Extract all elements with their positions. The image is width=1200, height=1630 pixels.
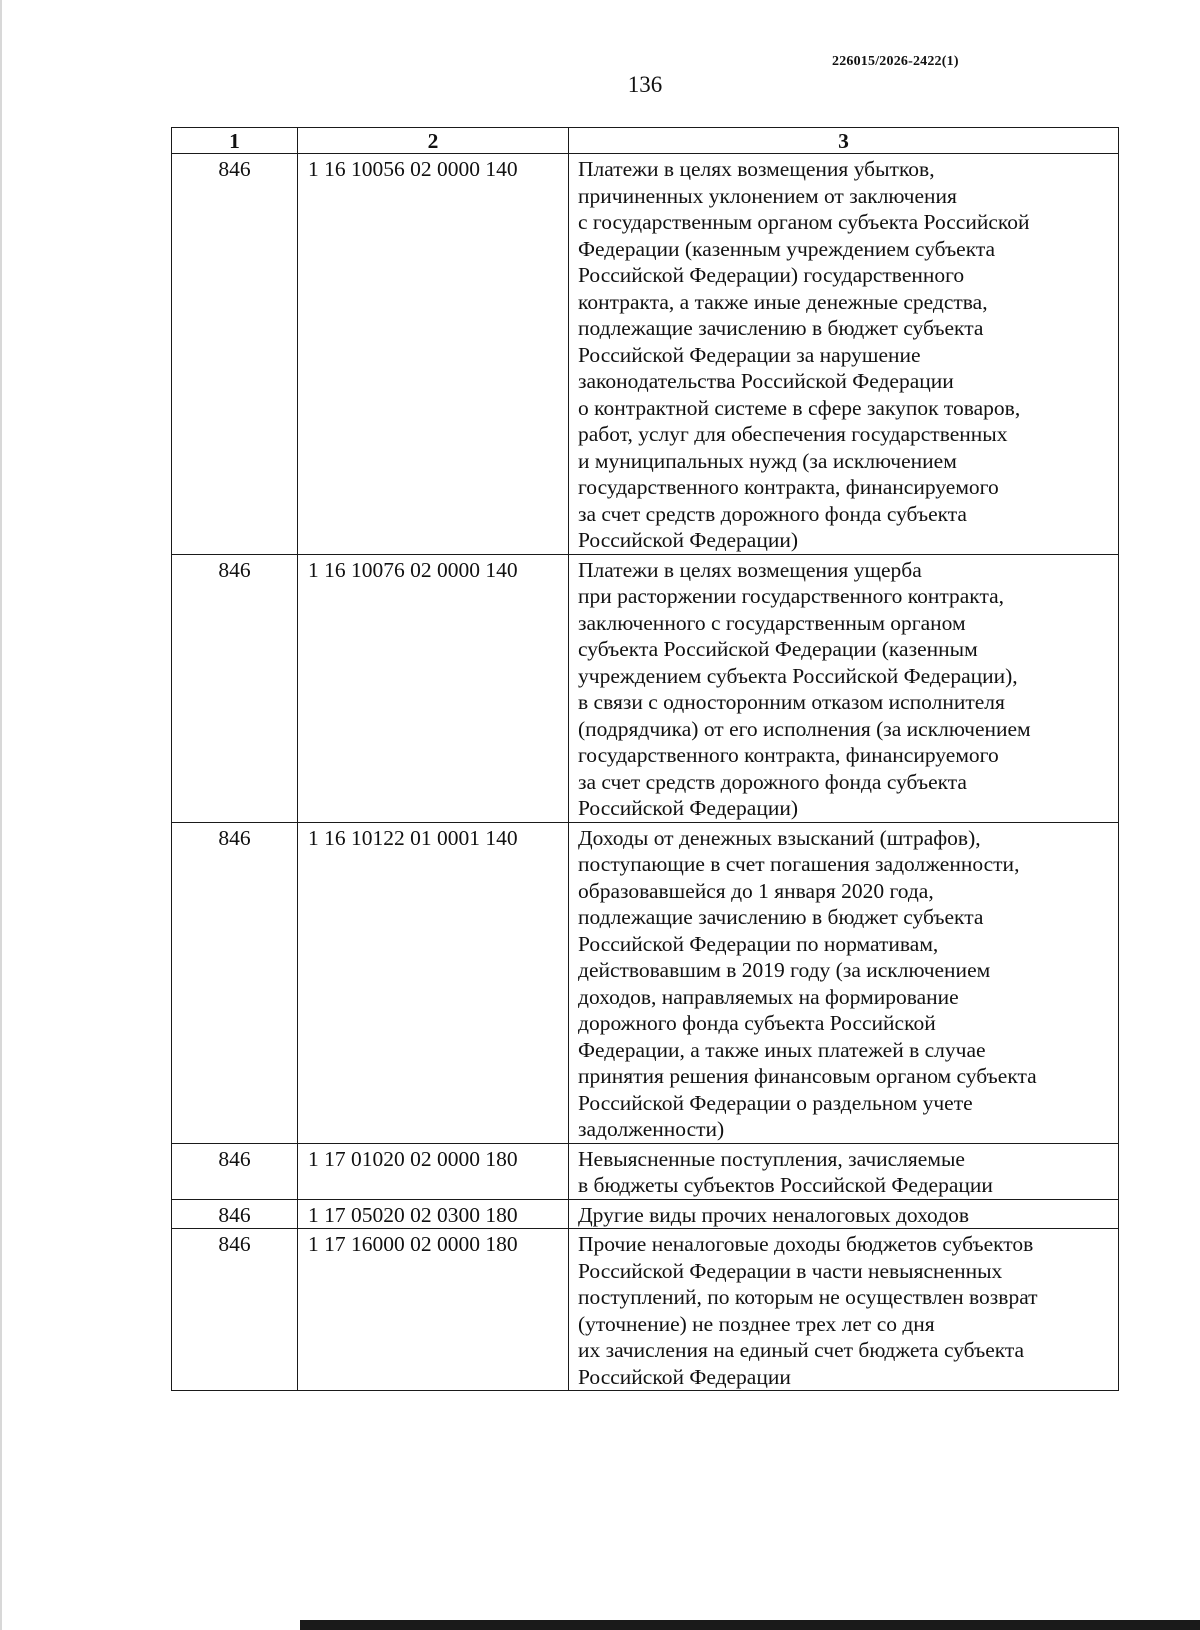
income-name-line: образовавшейся до 1 января 2020 года, bbox=[578, 878, 934, 903]
income-name-line: действовавшим в 2019 году (за исключением bbox=[578, 958, 991, 982]
income-name-line: поступлений, по которым не осуществлен возврат bbox=[578, 1285, 1038, 1309]
table-row bbox=[172, 154, 1119, 555]
income-name-line: Федерации, а также иных платежей в случае bbox=[578, 1037, 986, 1062]
admin-code-cell: 846 bbox=[172, 822, 298, 1143]
income-name-cell bbox=[569, 554, 1119, 822]
income-name-line: государственного контракта, финансируемого bbox=[578, 475, 999, 499]
income-name-line: законодательства Российской Федерации bbox=[578, 369, 954, 393]
income-name-line: за счет средств дорожного фонда субъекта bbox=[578, 769, 967, 794]
income-name-line: и муниципальных нужд (за исключением bbox=[578, 448, 957, 473]
income-name-cell bbox=[569, 1199, 1119, 1229]
income-name-line: контракта, а также иные денежные средства, bbox=[578, 289, 988, 314]
header-row bbox=[172, 128, 1119, 154]
income-name-line: Российской Федерации) bbox=[578, 796, 799, 820]
column-header-1: 1 bbox=[172, 128, 298, 154]
income-code-cell: 1 16 10122 01 0001 140 bbox=[298, 822, 569, 1143]
income-name-cell bbox=[569, 1229, 1119, 1391]
income-name-line: государственного контракта, финансируемого bbox=[578, 743, 999, 767]
income-name-line: заключенного с государственным органом bbox=[578, 610, 966, 635]
admin-code-cell: 846 bbox=[172, 1229, 298, 1391]
income-name-line: Российской Федерации по нормативам, bbox=[578, 931, 939, 956]
scan-bottom-bar bbox=[300, 1620, 1200, 1630]
income-name-line: работ, услуг для обеспечения государственных bbox=[578, 422, 1008, 446]
income-name-line: (подрядчика) от его исполнения (за исключением bbox=[578, 716, 1031, 741]
income-name-line: (уточнение) не позднее трех лет со дня bbox=[578, 1311, 935, 1336]
table-row bbox=[172, 554, 1119, 822]
income-name-line: подлежащие зачислению в бюджет субъекта bbox=[578, 316, 984, 340]
income-name-line: Российской Федерации bbox=[578, 1364, 791, 1389]
income-name-line: с государственным органом субъекта Российской bbox=[578, 210, 1030, 234]
scan-left-edge bbox=[0, 0, 2, 1630]
income-name-line: Российской Федерации) bbox=[578, 528, 799, 552]
income-name-line: доходов, направляемых на формирование bbox=[578, 984, 959, 1009]
income-name-line: Платежи в целях возмещения ущерба bbox=[578, 557, 922, 582]
column-header-2: 2 bbox=[298, 128, 569, 154]
admin-code-cell: 846 bbox=[172, 1199, 298, 1229]
income-name-line: за счет средств дорожного фонда субъекта bbox=[578, 501, 967, 526]
income-name-line: задолженности) bbox=[578, 1117, 725, 1141]
income-name-line: Невыясненные поступления, зачисляемые bbox=[578, 1146, 965, 1171]
income-name-line: поступающие в счет погашения задолженности, bbox=[578, 852, 1020, 876]
income-name-cell bbox=[569, 154, 1119, 555]
income-name-line: причиненных уклонением от заключения bbox=[578, 183, 957, 208]
table-row bbox=[172, 822, 1119, 1143]
income-name-line: Российской Федерации за нарушение bbox=[578, 342, 921, 367]
column-header-3: 3 bbox=[569, 128, 1119, 154]
admin-code-cell: 846 bbox=[172, 554, 298, 822]
page-number: 136 bbox=[627, 72, 663, 97]
income-name-cell bbox=[569, 1143, 1119, 1199]
revenue-codes-table bbox=[171, 127, 1119, 1391]
table-row bbox=[172, 1199, 1119, 1229]
table-row bbox=[172, 1143, 1119, 1199]
income-name-line: Российской Федерации в части невыясненных bbox=[578, 1258, 1003, 1283]
income-name-line: Российской Федерации) государственного bbox=[578, 263, 965, 287]
income-name-line: Другие виды прочих неналоговых доходов bbox=[578, 1202, 970, 1227]
admin-code-cell: 846 bbox=[172, 1143, 298, 1199]
income-name-line: Российской Федерации о раздельном учете bbox=[578, 1090, 973, 1115]
income-name-line: в бюджеты субъектов Российской Федерации bbox=[578, 1173, 993, 1197]
income-name-line: Доходы от денежных взысканий (штрафов), bbox=[578, 825, 981, 850]
income-code-cell: 1 17 01020 02 0000 180 bbox=[298, 1143, 569, 1199]
income-name-line: дорожного фонда субъекта Российской bbox=[578, 1011, 936, 1035]
document-number: 226015/2026-2422(1) bbox=[832, 54, 959, 69]
table-row bbox=[172, 1229, 1119, 1391]
income-code-cell: 1 17 16000 02 0000 180 bbox=[298, 1229, 569, 1391]
income-name-line: в связи с односторонним отказом исполнителя bbox=[578, 690, 1005, 714]
income-name-line: при расторжении государственного контракта, bbox=[578, 584, 1005, 608]
admin-code-cell: 846 bbox=[172, 154, 298, 555]
income-code-cell: 1 16 10056 02 0000 140 bbox=[298, 154, 569, 555]
income-code-cell: 1 17 05020 02 0300 180 bbox=[298, 1199, 569, 1229]
income-name-line: подлежащие зачислению в бюджет субъекта bbox=[578, 905, 984, 929]
income-name-line: Платежи в целях возмещения убытков, bbox=[578, 157, 935, 181]
income-name-cell bbox=[569, 822, 1119, 1143]
income-name-line: их зачисления на единый счет бюджета субъекта bbox=[578, 1338, 1025, 1362]
table-header bbox=[172, 128, 1119, 154]
income-code-cell: 1 16 10076 02 0000 140 bbox=[298, 554, 569, 822]
table-body bbox=[172, 154, 1119, 1391]
income-name-line: учреждением субъекта Российской Федерации), bbox=[578, 663, 1018, 688]
income-name-line: субъекта Российской Федерации (казенным bbox=[578, 637, 978, 661]
income-name-line: о контрактной системе в сфере закупок товаров, bbox=[578, 395, 1021, 420]
income-name-line: Федерации (казенным учреждением субъекта bbox=[578, 236, 996, 261]
income-name-line: Прочие неналоговые доходы бюджетов субъектов bbox=[578, 1232, 1034, 1256]
income-name-line: принятия решения финансовым органом субъекта bbox=[578, 1064, 1037, 1088]
